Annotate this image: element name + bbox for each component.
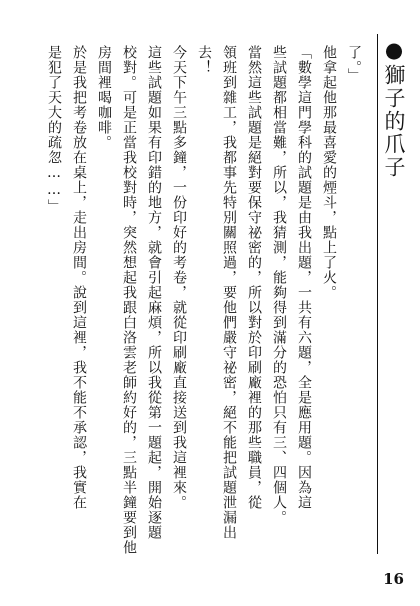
header-rule xyxy=(377,34,378,554)
body-line: 他拿起他那最喜愛的煙斗，點上了火。 xyxy=(321,45,337,300)
page-number: 16 xyxy=(383,570,404,588)
body-line: 今天下午三點多鐘，一份印好的考卷，就從印刷廠直接送到我這裡來。 xyxy=(171,45,187,510)
chapter-title: ●獅子的爪子 xyxy=(382,38,406,179)
body-line: 去！ xyxy=(196,45,212,75)
body-line: 「數學這門學科的試題是由我出題，一共有六題，全是應用題。因為這 xyxy=(296,45,312,510)
body-line: 校對。可是正當我校對時，突然想起我跟白洛雲老師約好的，三點半鐘要到他 xyxy=(121,45,137,555)
body-line: 是犯了天大的疏忽……」 xyxy=(46,45,62,214)
body-line: 於是我把考卷放在桌上，走出房間。說到這裡，我不能不承認，我實在 xyxy=(71,45,87,510)
body-line: 當然這些試題是絕對要保守祕密的，所以對於印刷廠裡的那些職員，從 xyxy=(246,45,262,510)
body-line: 些試題都相當難，所以，我猜測，能夠得到滿分的恐怕只有三、四個人。 xyxy=(271,45,287,525)
body-text xyxy=(16,45,366,565)
body-line: 了。」 xyxy=(346,45,362,83)
body-line: 領班到雜工，我都事先特別關照過，要他們嚴守祕密，絕不能把試題泄漏出 xyxy=(221,45,237,540)
body-line: 這些試題如果有印錯的地方，就會引起麻煩，所以我從第一題起，開始逐題 xyxy=(146,45,162,540)
body-line: 房間裡喝咖啡。 xyxy=(96,45,112,150)
